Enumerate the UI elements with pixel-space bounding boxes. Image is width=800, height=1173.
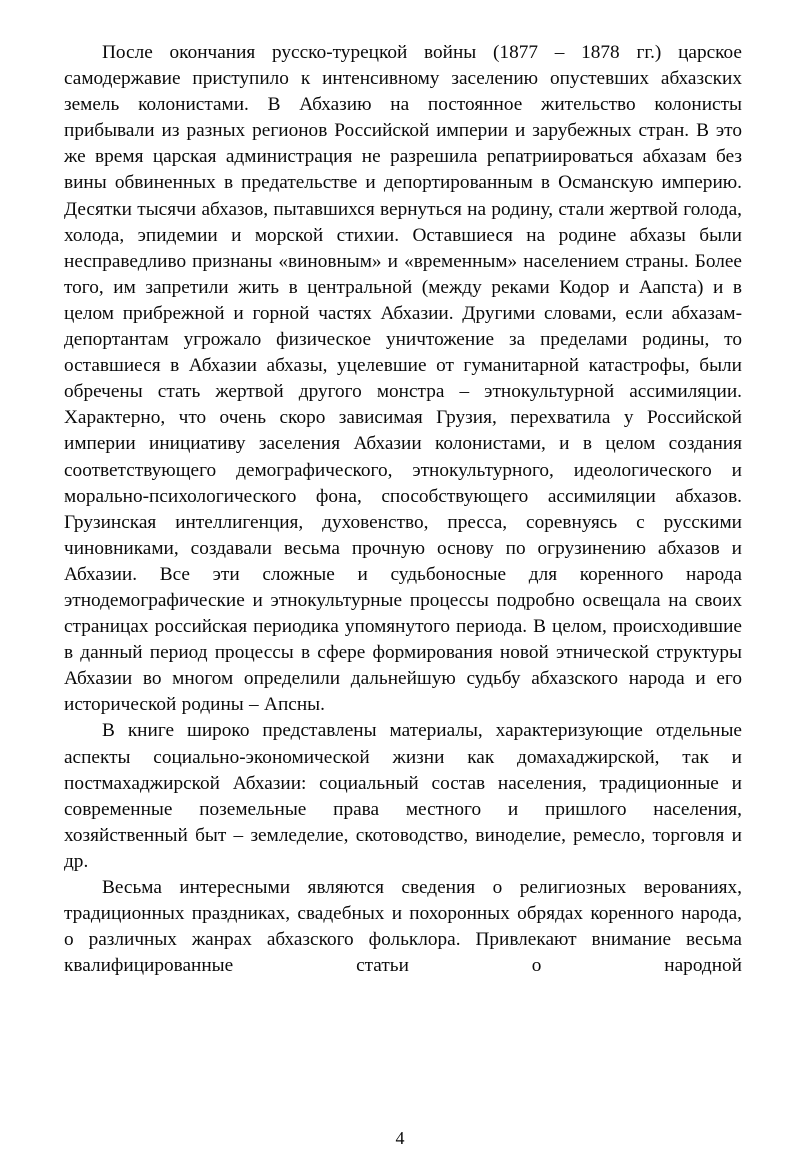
page-number: 4 bbox=[395, 1128, 405, 1148]
paragraph-3: Весьма интересными являются сведения о религиозных верованиях, традиционных праздниках, свадебных и похоронных обрядах коренного народа, о различных жанрах абхазского фольклора. Привлекают внимание весьма квалифицированные статьи о народной bbox=[64, 877, 742, 977]
paragraph-1: После окончания русско-турецкой войны (1877 – 1878 гг.) царское самодержавие приступило к интенсивному заселению опустевших абхазских земель колонистами. В Абхазию на постоянное жительство колонисты прибывали из разных регионов Российской империи и зарубежных стран. В это же время царская администрация не разрешила репатриироваться абхазам без вины обвиненных в предательстве и депортированным в Османскую империю. Десятки тысячи абхазов, пытавшихся вернуться на родину, стали жертвой голода, холода, эпидемии и морской стихии. Оставшиеся на родине абхазы были несправедливо признаны «виновным» и «временным» населением страны. Более того, им запретили жить в центральной (между реками Кодор и Аапста) и в целом прибрежной и горной частях Абхазии. Другими словами, если абхазам-депортантам угрожало физическое уничтожение за пределами родины, то оставшиеся в Абхазии абхазы, уцелевшие от гуманитарной катастрофы, были обречены стать жертвой другого монстра – этнокультурной ассимиляции. Характерно, что очень скоро зависимая Грузия, перехватила у Российской империи инициативу заселения Абхазии колонистами, и в целом создания соответствующего демографического, этнокультурного, идеологического и морально-психологического фона, способствующего ассимиляции абхазов. Грузинская интеллигенция, духовенство, пресса, соревнуясь с русскими чиновниками, создавали весьма прочную основу по огрузинению абхазов и Абхазии. Все эти сложные и судьбоносные для коренного народа этнодемографические и этнокультурные процессы подробно освещала на своих страницах российская периодика упомянутого периода. В целом, происходившие в данный период процессы в сфере формирования новой этнической структуры Абхазии во многом определили дальнейшую судьбу абхазского народа и его исторической родины – Апсны. bbox=[64, 42, 742, 716]
paragraph-2: В книге широко представлены материалы, характеризующие отдельные аспекты социально-экономической жизни как домахаджирской, так и постмахаджирской Абхазии: социальный состав населения, традиционные и современные поземельные права местного и пришлого населения, хозяйственный быт – земледелие, скотоводство, виноделие, ремесло, торговля и др. bbox=[64, 720, 742, 872]
text-block bbox=[64, 40, 742, 979]
